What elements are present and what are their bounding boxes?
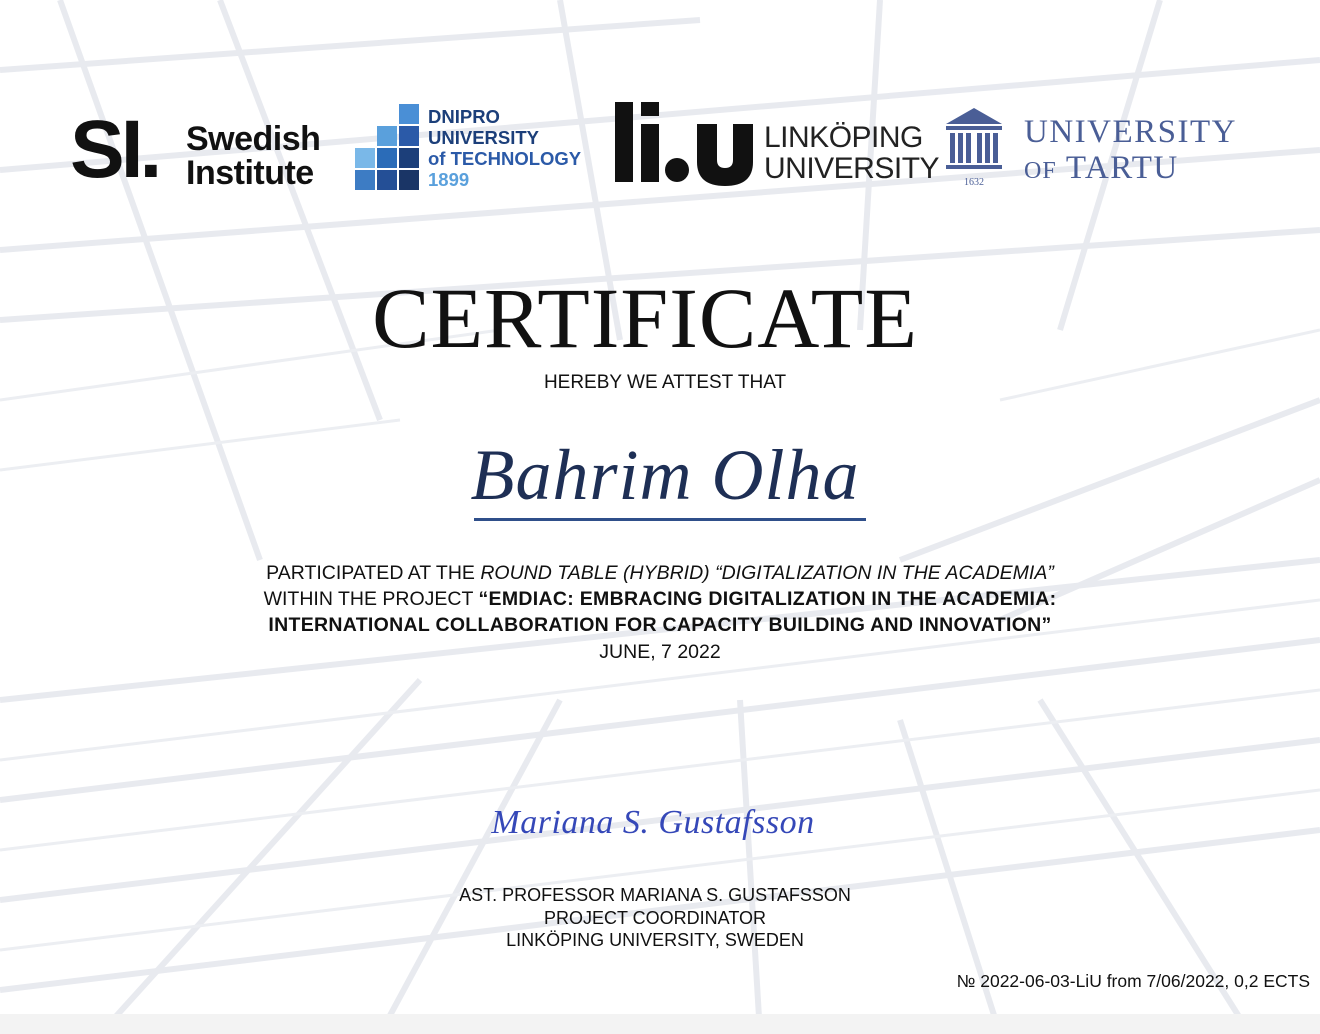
swedish-institute-line1: Swedish (186, 120, 321, 158)
recipient-name: Bahrim Olha (470, 435, 860, 515)
signatory-affiliation: LINKÖPING UNIVERSITY, SWEDEN (506, 930, 804, 950)
dnipro-university-logo-text (428, 106, 581, 190)
tartu-name: TARTU (1065, 150, 1179, 186)
dnipro-line4: 1899 (428, 169, 470, 190)
bottom-strip (0, 1014, 1320, 1034)
liu-line2: UNIVERSITY (764, 152, 940, 185)
swedish-institute-logo-mark: SI. (70, 104, 159, 195)
signatory-block (0, 884, 1310, 952)
tartu-of: OF (1024, 158, 1057, 184)
tartu-line2 (1024, 150, 1237, 189)
swedish-institute-line2: Institute (186, 154, 314, 192)
participation-line (0, 560, 1320, 586)
university-of-tartu-building-icon (946, 108, 1002, 188)
liu-line1: LINKÖPING (764, 121, 923, 154)
project-title-line1: “EMDIAC: EMBRACING DIGITALIZATION IN THE ACADEMIA: (478, 588, 1057, 610)
event-name: ROUND TABLE (HYBRID) “DIGITALIZATION IN THE ACADEMIA” (480, 562, 1054, 584)
dnipro-line3: of TECHNOLOGY (428, 148, 582, 169)
dnipro-university-blocks-icon (355, 104, 421, 190)
document-number: № 2022-06-03-LiU from 7/06/2022, 0,2 ECTS (956, 971, 1310, 991)
project-title-line2: INTERNATIONAL COLLABORATION FOR CAPACITY BUILDING AND INNOVATION” (268, 614, 1052, 636)
swedish-institute-logo-text (186, 122, 320, 190)
recipient-underline (474, 518, 866, 521)
within-prefix: WITHIN THE PROJECT (263, 588, 479, 610)
project-line-1 (0, 586, 1320, 612)
certificate-title: CERTIFICATE (372, 270, 918, 366)
dnipro-line1: DNIPRO (428, 106, 500, 127)
handwritten-signature: Mariana S. Gustafsson (491, 804, 815, 841)
attest-text: HEREBY WE ATTEST THAT (543, 372, 787, 393)
tartu-year: 1632 (964, 177, 984, 188)
event-date: JUNE, 7 2022 (599, 641, 721, 663)
dnipro-line2: UNIVERSITY (428, 127, 540, 148)
signatory-name: AST. PROFESSOR MARIANA S. GUSTAFSSON (459, 885, 851, 905)
participated-prefix: PARTICIPATED AT THE (266, 562, 481, 584)
liu-logo-mark (615, 102, 755, 186)
liu-logo-text (764, 122, 939, 184)
signatory-role: PROJECT COORDINATOR (543, 907, 767, 928)
tartu-line1: UNIVERSITY (1024, 114, 1237, 150)
university-of-tartu-logo-text (1024, 114, 1237, 189)
